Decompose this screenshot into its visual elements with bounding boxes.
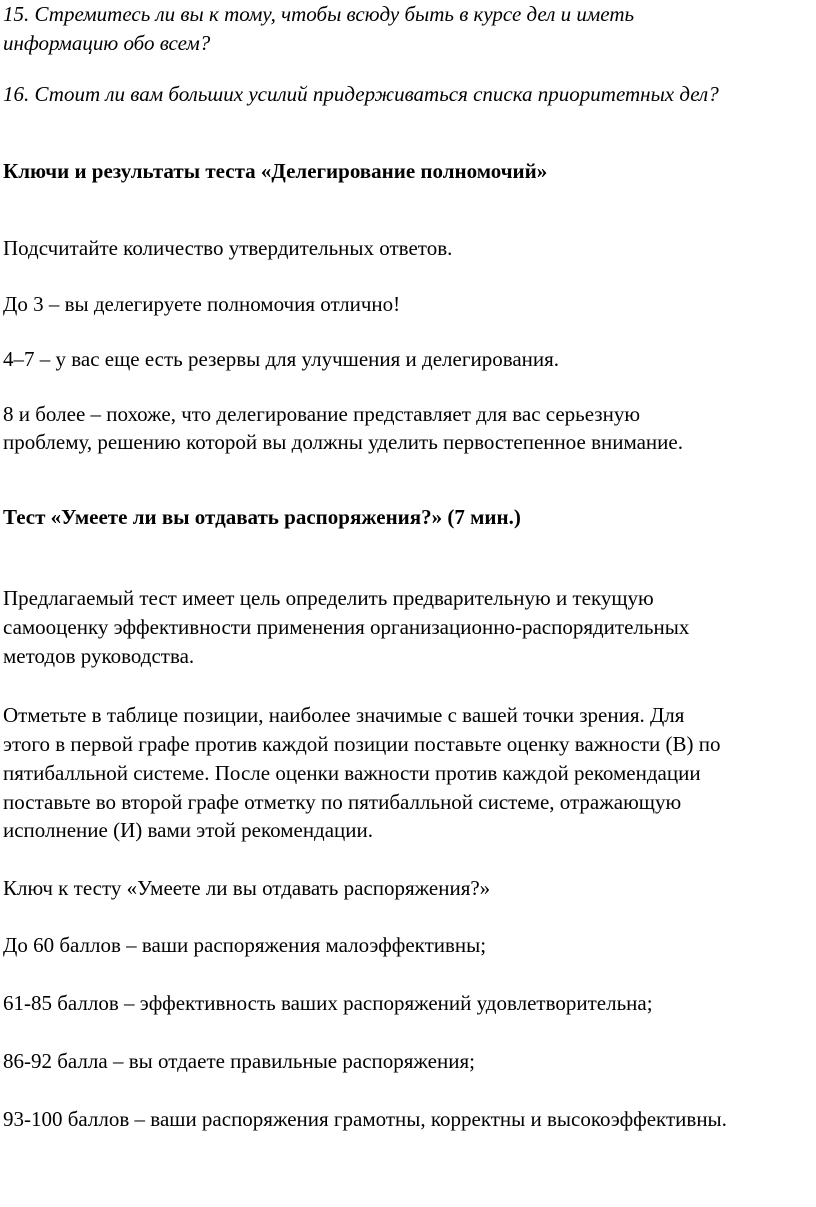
result-4-7: 4–7 – у вас еще есть резервы для улучшения и делегирования. (3, 347, 560, 371)
score-61-85: 61-85 баллов – эффективность ваших распоряжений удовлетворительна; (3, 991, 653, 1015)
intro-line-1: Предлагаемый тест имеет цель определить предварительную и текущую (3, 586, 654, 610)
instruction-line-5: исполнение (И) вами этой рекомендации. (3, 818, 374, 842)
intro-line-2: самооценку эффективности применения организационно-распорядительных (3, 615, 690, 639)
score-up-to-60: До 60 баллов – ваши распоряжения малоэффективны; (3, 933, 487, 957)
instruction-line-2: этого в первой графе против каждой позиции поставьте оценку важности (В) по (3, 732, 721, 756)
question-16: 16. Стоит ли вам больших усилий придерживаться списка приоритетных дел? (3, 82, 719, 106)
instruction-line-3: пятибалльной системе. После оценки важности против каждой рекомендации (3, 761, 701, 785)
instruction-line-1: Отметьте в таблице позиции, наиболее значимые с вашей точки зрения. Для (3, 703, 685, 727)
result-up-to-3: До 3 – вы делегируете полномочия отлично! (3, 292, 401, 316)
question-15-line-1: 15. Стремитесь ли вы к тому, чтобы всюду быть в курсе дел и иметь (3, 2, 635, 26)
result-8-line-2: проблему, решению которой вы должны уделить первостепенное внимание. (3, 430, 683, 454)
result-8-line-1: 8 и более – похоже, что делегирование представляет для вас серьезную (3, 402, 641, 426)
heading-delegation-keys: Ключи и результаты теста «Делегирование полномочий» (3, 159, 548, 183)
count-instruction: Подсчитайте количество утвердительных ответов. (3, 236, 453, 260)
intro-line-3: методов руководства. (3, 644, 195, 668)
question-15-line-2: информацию обо всем? (3, 31, 211, 55)
instruction-line-4: поставьте во второй графе отметку по пятибалльной системе, отражающую (3, 790, 682, 814)
heading-orders-test: Тест «Умеете ли вы отдавать распоряжения?» (7 мин.) (3, 505, 521, 529)
score-93-100: 93-100 баллов – ваши распоряжения грамотны, корректны и высокоэффективны. (3, 1107, 727, 1131)
test-key-title: Ключ к тесту «Умеете ли вы отдавать распоряжения?» (3, 876, 491, 900)
score-86-92: 86-92 балла – вы отдаете правильные распоряжения; (3, 1049, 475, 1073)
